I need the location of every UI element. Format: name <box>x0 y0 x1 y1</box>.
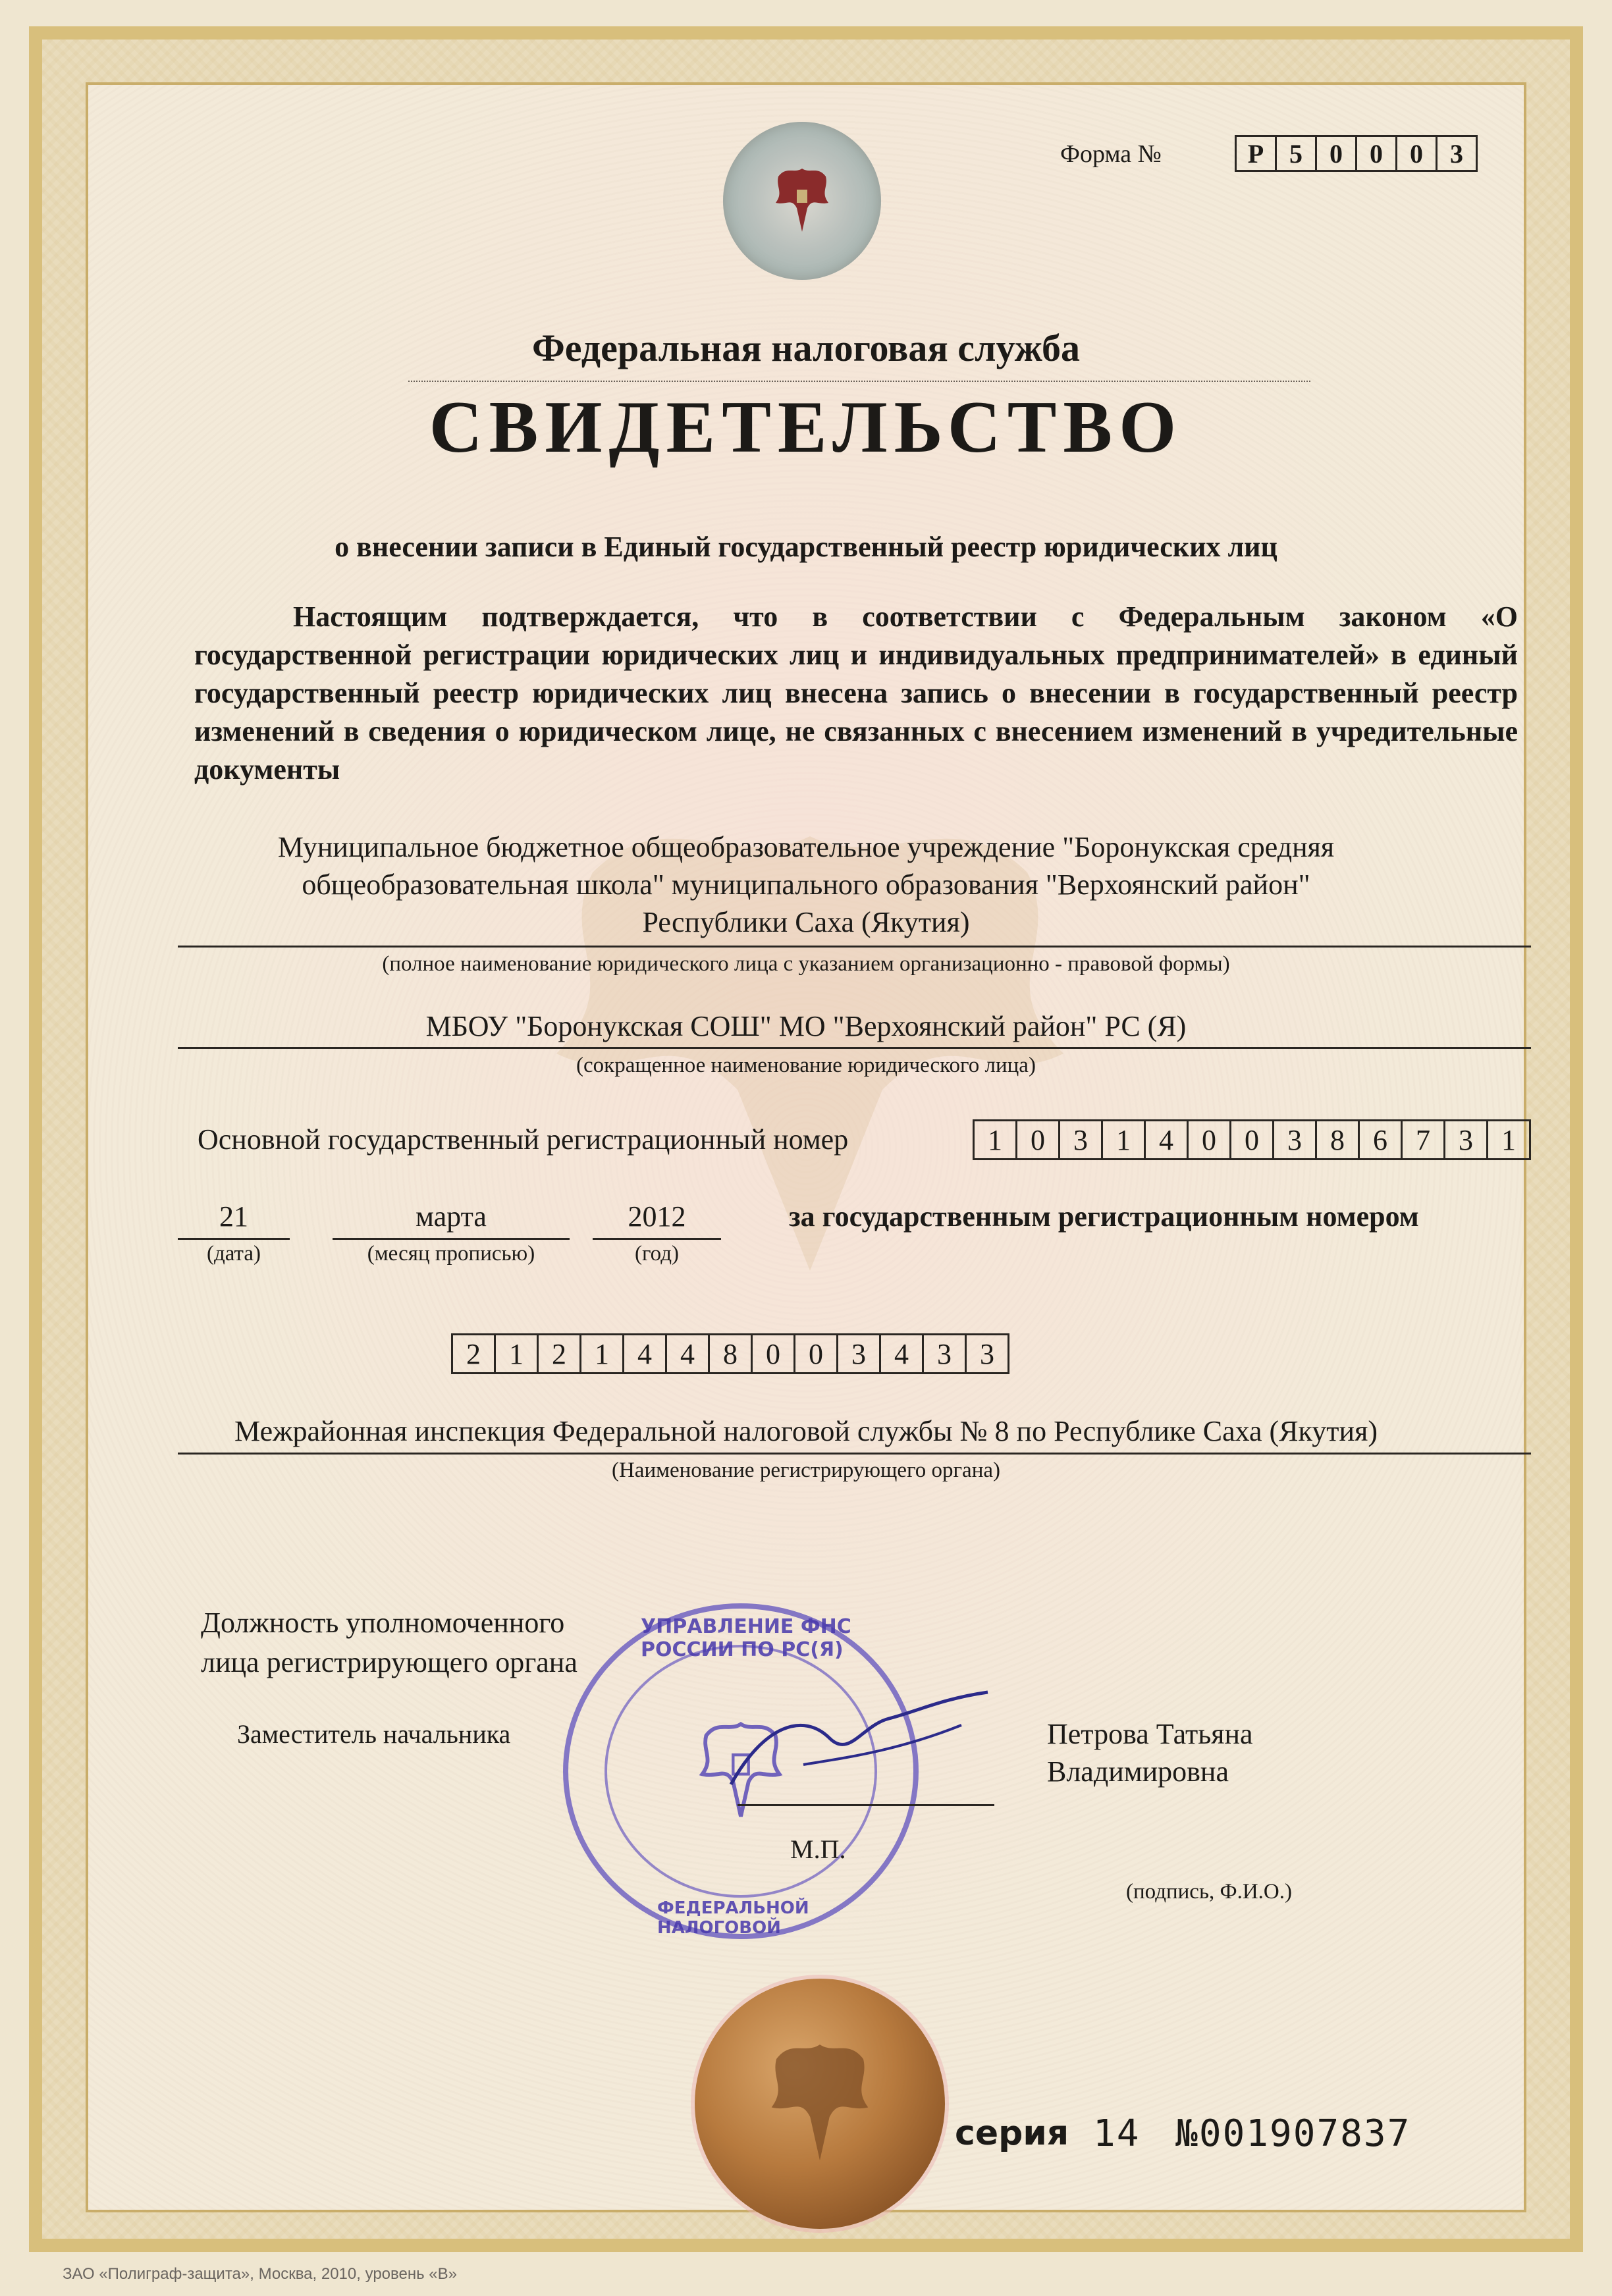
grn-digit: 8 <box>708 1333 753 1374</box>
grn-digit: 1 <box>494 1333 539 1374</box>
signer-position: Заместитель начальника <box>237 1719 511 1749</box>
form-number-label: Форма № <box>1060 140 1162 168</box>
grn-digit: 4 <box>622 1333 667 1374</box>
org-full-name-line: Муниципальное бюджетное общеобразовательное учреждение "Боронукская средняя <box>277 831 1335 863</box>
printer-footer: ЗАО «Полиграф-защита», Москва, 2010, уровень «В» <box>63 2265 457 2283</box>
org-full-name-underline <box>178 946 1531 948</box>
gold-seal <box>695 1979 945 2229</box>
form-code-cell: 5 <box>1275 135 1317 172</box>
ogrn-digit: 0 <box>1229 1119 1274 1160</box>
hologram-emblem-icon <box>723 122 881 280</box>
signature-line <box>738 1804 994 1806</box>
org-full-name-line: Республики Саха (Якутия) <box>642 906 970 938</box>
ogrn-digit: 3 <box>1272 1119 1317 1160</box>
certificate-title: СВИДЕТЕЛЬСТВО <box>429 387 1183 468</box>
registrar-caption: (Наименование регистрирующего органа) <box>611 1458 1001 1482</box>
service-name: Федеральная налоговая служба <box>531 327 1081 369</box>
ogrn-digit: 3 <box>1443 1119 1488 1160</box>
registrar-underline <box>178 1453 1531 1455</box>
form-code-cell: 0 <box>1355 135 1397 172</box>
form-code-cell: 3 <box>1436 135 1478 172</box>
grn-digit: 2 <box>451 1333 496 1374</box>
form-code-cell: 0 <box>1315 135 1357 172</box>
ogrn-digit: 4 <box>1144 1119 1189 1160</box>
grn-digit: 1 <box>579 1333 624 1374</box>
ogrn-digit: 3 <box>1058 1119 1103 1160</box>
date-year: 2012 <box>628 1200 686 1233</box>
ogrn-digit: 0 <box>1187 1119 1231 1160</box>
org-short-name-caption: (сокращенное наименование юридического лица) <box>576 1054 1036 1077</box>
seal-eagle-icon <box>747 2025 892 2183</box>
position-label-line: лица регистрирующего органа <box>201 1646 578 1678</box>
date-month-caption: (месяц прописью) <box>367 1242 535 1266</box>
org-full-name-caption: (полное наименование юридического лица с указанием организационно - правовой формы) <box>382 952 1230 976</box>
form-code-cell: Р <box>1235 135 1277 172</box>
stamp-inner-text: ФЕДЕРАЛЬНОЙ НАЛОГОВОЙ <box>657 1898 809 1938</box>
grn-digit: 2 <box>537 1333 581 1374</box>
serial-no: №001907837 <box>1175 2112 1411 2155</box>
date-year-underline <box>593 1238 721 1240</box>
signer-fio-line: Петрова Татьяна <box>1047 1718 1253 1750</box>
org-full-name <box>165 828 1447 941</box>
grn-digit: 4 <box>665 1333 710 1374</box>
service-underline <box>408 381 1310 382</box>
grn-digit: 3 <box>965 1333 1009 1374</box>
ogrn-digit: 1 <box>1486 1119 1531 1160</box>
grn-digit: 3 <box>922 1333 967 1374</box>
position-label <box>201 1603 578 1682</box>
ogrn-digit: 6 <box>1358 1119 1403 1160</box>
form-code-cell: 0 <box>1395 135 1437 172</box>
date-day: 21 <box>219 1200 248 1233</box>
org-short-name: МБОУ "Боронукская СОШ" МО "Верхоянский район" РС (Я) <box>425 1010 1187 1042</box>
ogrn-boxes <box>975 1119 1531 1160</box>
confirmation-paragraph: Настоящим подтверждается, что в соответствии с Федеральным законом «О государственной регистрации юридических лиц и индивидуальных предпринимателей» в единый государственный реестр юридических лиц внесена запись о внесении в государственный реестр изменений в сведения о юридическом лице, не связанных с внесением изменений в учредительные документы <box>194 601 1518 786</box>
date-day-underline <box>178 1238 290 1240</box>
signature-caption: (подпись, Ф.И.О.) <box>1126 1880 1292 1904</box>
handwritten-signature-icon <box>724 1686 1001 1804</box>
ogrn-label: Основной государственный регистрационный номер <box>198 1123 849 1156</box>
certificate-subtitle: о внесении записи в Единый государственный реестр юридических лиц <box>335 531 1277 563</box>
serial-label: серия <box>955 2114 1069 2153</box>
grn-digit: 3 <box>836 1333 881 1374</box>
double-headed-eagle-icon <box>763 158 842 244</box>
date-day-caption: (дата) <box>206 1242 261 1266</box>
ogrn-digit: 8 <box>1315 1119 1360 1160</box>
signer-fio <box>1047 1715 1253 1790</box>
seal-place-mark: М.П. <box>790 1834 846 1864</box>
date-month: марта <box>416 1200 487 1233</box>
org-short-name-underline <box>178 1047 1531 1049</box>
date-year-caption: (год) <box>634 1242 680 1266</box>
org-full-name-line: общеобразовательная школа" муниципального образования "Верхоянский район" <box>302 868 1310 901</box>
serial-series: 14 <box>1093 2112 1141 2155</box>
signer-fio-line: Владимировна <box>1047 1755 1229 1788</box>
serial-number <box>1093 2112 1410 2155</box>
position-label-line: Должность уполномоченного <box>201 1607 565 1639</box>
registrar-name: Межрайонная инспекция Федеральной налоговой службы № 8 по Республике Саха (Якутия) <box>234 1415 1378 1447</box>
ogrn-digit: 1 <box>973 1119 1017 1160</box>
stamp-outer-text: УПРАВЛЕНИЕ ФНС РОССИИ ПО РС(Я) <box>641 1615 851 1661</box>
ogrn-digit: 7 <box>1401 1119 1445 1160</box>
grn-digit: 4 <box>879 1333 924 1374</box>
date-month-underline <box>333 1238 570 1240</box>
ogrn-digit: 1 <box>1101 1119 1146 1160</box>
ogrn-digit: 0 <box>1015 1119 1060 1160</box>
grn-boxes <box>453 1333 1009 1374</box>
grn-label: за государственным регистрационным номером <box>789 1200 1419 1233</box>
grn-digit: 0 <box>793 1333 838 1374</box>
grn-digit: 0 <box>751 1333 795 1374</box>
form-number-boxes <box>1237 135 1478 172</box>
